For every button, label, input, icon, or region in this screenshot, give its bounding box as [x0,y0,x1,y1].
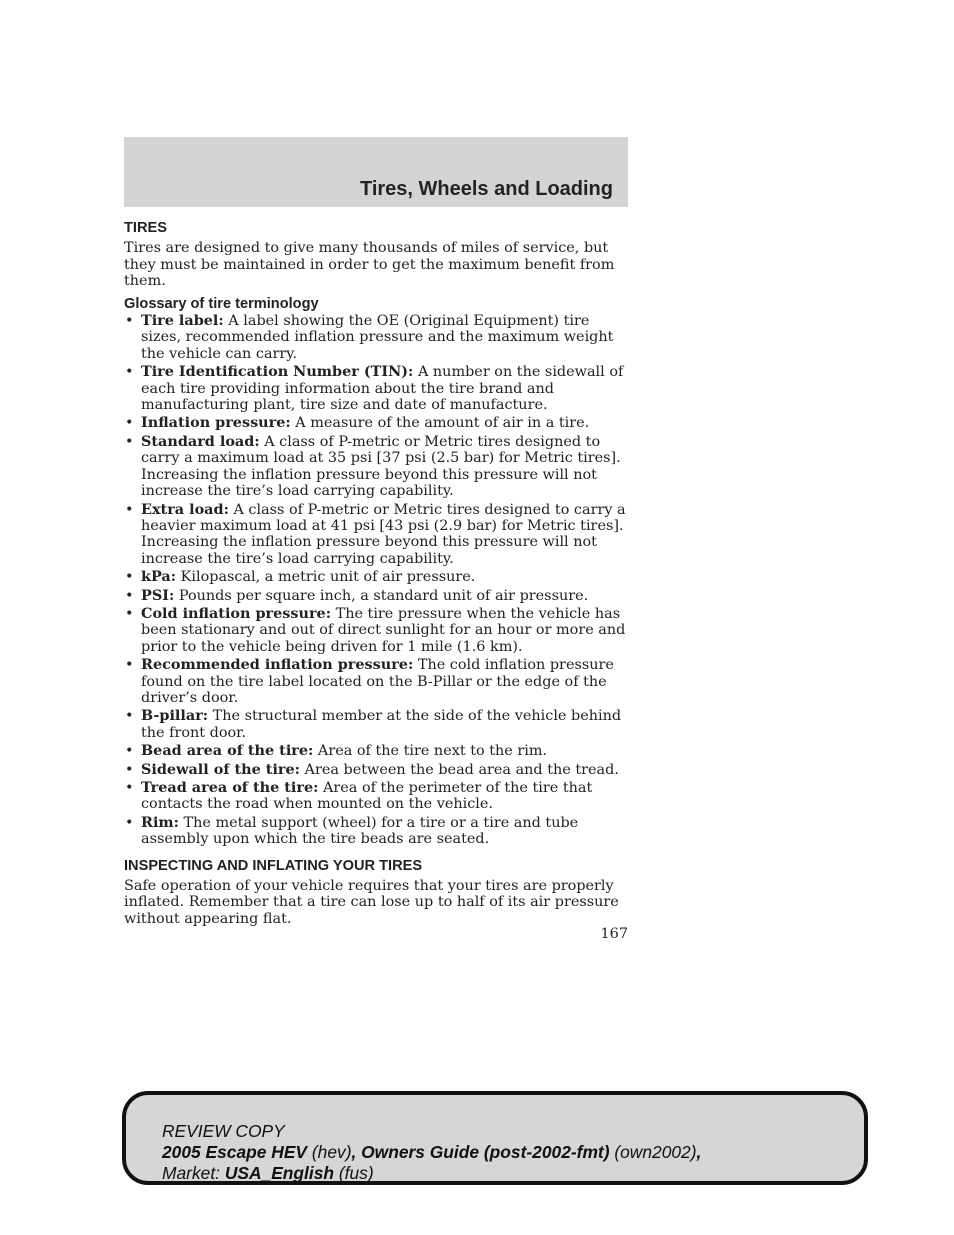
glossary-term: Tread area of the tire: [141,779,319,796]
bullet: • [125,605,134,622]
glossary-term: Inflation pressure: [141,414,291,432]
bullet: • [125,708,134,725]
glossary-item [124,606,629,655]
glossary-item [124,780,629,813]
bullet: • [125,501,134,518]
glossary-term: Bead area of the tire: [141,742,314,760]
separator: , [696,1142,702,1162]
glossary-definition: The metal support (wheel) for a tire or a tire and tube assembly upon which the tire beads are seated. [141,814,579,848]
glossary-term: Tire label: [141,312,224,330]
glossary-list [124,313,629,848]
page-number: 167 [600,926,628,942]
glossary-definition: The tire pressure when the vehicle has been stationary and out of direct sunlight for an hour or more and prior to the vehicle being driven for 1 mile (1.6 km). [141,605,626,655]
bullet: • [125,657,134,674]
glossary-definition: A class of P-metric or Metric tires designed to carry a heavier maximum load at 41 psi [43 psi (2.9 bar) for Metric tires]. Increasing the inflation pressure beyond this pressure will not increase the tire’s load carrying capability. [141,501,626,567]
glossary-item [124,313,629,362]
glossary-term: Tire Identification Number (TIN): [141,363,414,381]
market-code: (fus) [334,1163,374,1183]
glossary-item [124,588,629,604]
glossary-term: Cold inflation pressure: [141,604,332,622]
glossary-definition: Area between the bead area and the tread. [299,761,619,778]
model-code: (hev) [307,1142,352,1162]
glossary-term: Rim: [141,813,179,831]
market-name: USA_English [224,1163,335,1183]
review-copy-label: REVIEW COPY [162,1121,285,1141]
glossary-item [124,569,629,585]
tires-heading: TIRES [124,220,167,236]
review-copy-box [122,1091,868,1185]
bullet: • [125,814,134,831]
glossary-term: B-pillar: [141,707,209,725]
glossary-definition: A class of P-metric or Metric tires designed to carry a maximum load at 35 psi [37 psi (2.5 bar) for Metric tires]. Increasing the inflation pressure beyond this pressure will not increase the tire’s load carrying capability. [141,433,621,500]
glossary-definition: A number on the sidewall of each tire providing information about the tire brand and manufacturing plant, tire size and date of manufacture. [141,364,624,414]
glossary-item [124,415,629,431]
glossary-item [124,743,629,759]
glossary-item [124,434,629,500]
separator: , [351,1142,362,1162]
model-name: 2005 Escape HEV [162,1142,308,1162]
guide-code: (own2002) [609,1142,697,1162]
page-content [124,220,629,927]
glossary-definition: A label showing the OE (Original Equipment) tire sizes, recommended inflation pressure and the maximum weight the vehicle can carry. [141,313,614,362]
glossary-definition: Kilopascal, a metric unit of air pressure. [176,569,476,586]
glossary-definition: Pounds per square inch, a standard unit of air pressure. [174,587,589,604]
bullet: • [125,415,134,432]
glossary-definition: The structural member at the side of the vehicle behind the front door. [141,708,622,741]
bullet: • [125,433,134,450]
glossary-item [124,815,629,848]
glossary-term: kPa: [141,568,177,586]
inspecting-text: Safe operation of your vehicle requires that your tires are properly inflated. Remember that a tire can lose up to half of its air pressure without appearing flat. [124,878,619,927]
glossary-term: Extra load: [141,500,229,518]
bullet: • [125,569,134,586]
bullet: • [125,313,134,330]
glossary-definition: The cold inflation pressure found on the tire label located on the B-Pillar or the edge of the driver’s door. [141,657,614,706]
inspecting-heading: INSPECTING AND INFLATING YOUR TIRES [124,857,423,874]
review-copy-text [162,1121,701,1184]
bullet: • [125,587,134,604]
glossary-term: Recommended inflation pressure: [141,656,414,674]
review-copy-model-line [162,1142,701,1163]
tires-intro: Tires are designed to give many thousands of miles of service, but they must be maintained in order to get the maximum benefit from them. [124,240,615,290]
glossary-heading: Glossary of tire terminology [124,295,319,312]
chapter-header-band [124,137,628,207]
glossary-definition: A measure of the amount of air in a tire. [290,415,590,432]
glossary-item [124,502,629,568]
bullet: • [125,364,134,381]
glossary-definition: Area of the tire next to the rim. [313,743,548,760]
guide-name: Owners Guide (post-2002-fmt) [361,1142,610,1162]
glossary-item [124,364,629,413]
glossary-item [124,762,629,778]
review-copy-market-line [162,1163,701,1184]
glossary-term: Standard load: [141,432,260,450]
glossary-item [124,708,629,741]
bullet: • [125,780,134,796]
glossary-definition: Area of the perimeter of the tire that contacts the road when mounted on the vehicle. [141,780,593,813]
glossary-term: Sidewall of the tire: [141,760,300,778]
chapter-title: Tires, Wheels and Loading [359,178,613,200]
bullet: • [125,743,134,760]
glossary-term: PSI: [141,586,175,604]
bullet: • [125,761,134,778]
market-label: Market: [162,1163,225,1183]
glossary-item [124,657,629,706]
